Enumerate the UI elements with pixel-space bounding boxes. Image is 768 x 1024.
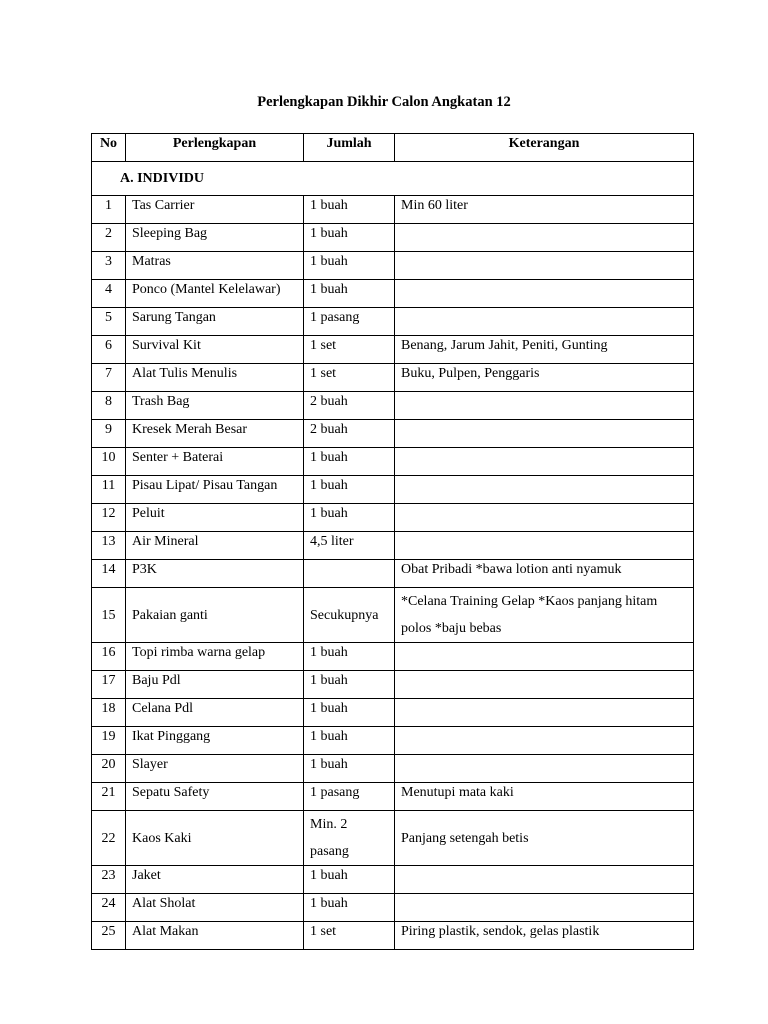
item-note [395,448,694,476]
item-quantity: 4,5 liter [304,532,395,560]
header-note: Keterangan [395,134,694,162]
item-note [395,671,694,699]
item-note [395,755,694,783]
item-quantity: 2 buah [304,420,395,448]
item-name: Sepatu Safety [126,783,304,811]
item-quantity: 2 buah [304,392,395,420]
table-row [92,252,694,280]
table-row [92,588,694,643]
item-note: Menutupi mata kaki [395,783,694,811]
item-name: Senter + Baterai [126,448,304,476]
row-number: 5 [92,308,126,336]
item-name: Ikat Pinggang [126,727,304,755]
item-quantity: 1 buah [304,252,395,280]
row-number: 21 [92,783,126,811]
row-number: 25 [92,922,126,950]
item-quantity [304,560,395,588]
table-row [92,532,694,560]
item-quantity: 1 set [304,922,395,950]
section-label: A. INDIVIDU [92,162,694,196]
item-quantity: 1 buah [304,671,395,699]
item-note [395,224,694,252]
table-row [92,336,694,364]
table-row [92,699,694,727]
item-name: Peluit [126,504,304,532]
row-number: 1 [92,196,126,224]
item-name: Alat Sholat [126,894,304,922]
item-quantity: Secukupnya [304,588,395,643]
item-note [395,866,694,894]
item-quantity: 1 pasang [304,308,395,336]
table-row [92,364,694,392]
item-name: Slayer [126,755,304,783]
table-row [92,224,694,252]
row-number: 16 [92,643,126,671]
item-name: Baju Pdl [126,671,304,699]
item-quantity: 1 buah [304,727,395,755]
item-quantity: 1 buah [304,755,395,783]
item-quantity: 1 buah [304,643,395,671]
item-quantity: 1 buah [304,224,395,252]
item-name: Ponco (Mantel Kelelawar) [126,280,304,308]
table-row [92,392,694,420]
header-item: Perlengkapan [126,134,304,162]
item-note [395,699,694,727]
item-note [395,727,694,755]
row-number: 2 [92,224,126,252]
row-number: 8 [92,392,126,420]
table-row [92,308,694,336]
table-row [92,196,694,224]
item-name: Pisau Lipat/ Pisau Tangan [126,476,304,504]
table-row [92,504,694,532]
table-row [92,727,694,755]
item-name: Sleeping Bag [126,224,304,252]
item-note [395,252,694,280]
table-row [92,866,694,894]
header-no: No [92,134,126,162]
row-number: 14 [92,560,126,588]
row-number: 15 [92,588,126,643]
item-note: Panjang setengah betis [395,811,694,866]
item-name: Topi rimba warna gelap [126,643,304,671]
item-quantity: 1 set [304,336,395,364]
row-number: 13 [92,532,126,560]
header-qty: Jumlah [304,134,395,162]
table-row [92,783,694,811]
item-note: Min 60 liter [395,196,694,224]
item-name: Matras [126,252,304,280]
item-note [395,643,694,671]
item-note: Piring plastik, sendok, gelas plastik [395,922,694,950]
section-row [92,162,694,196]
item-name: Alat Tulis Menulis [126,364,304,392]
item-name: Jaket [126,866,304,894]
page-title: Perlengkapan Dikhir Calon Angkatan 12 [257,94,511,110]
item-quantity: 1 buah [304,476,395,504]
row-number: 6 [92,336,126,364]
table-row [92,811,694,866]
row-number: 7 [92,364,126,392]
row-number: 23 [92,866,126,894]
item-name: Kaos Kaki [126,811,304,866]
row-number: 10 [92,448,126,476]
item-note [395,504,694,532]
item-note [395,532,694,560]
item-quantity: 1 buah [304,280,395,308]
table-row [92,671,694,699]
table-row [92,560,694,588]
row-number: 17 [92,671,126,699]
table-row [92,755,694,783]
item-quantity: 1 buah [304,894,395,922]
item-note: Obat Pribadi *bawa lotion anti nyamuk [395,560,694,588]
item-note [395,392,694,420]
item-quantity: 1 buah [304,504,395,532]
item-name: Celana Pdl [126,699,304,727]
item-quantity: 1 buah [304,699,395,727]
item-quantity: 1 buah [304,866,395,894]
table-row [92,448,694,476]
item-name: Alat Makan [126,922,304,950]
table-row [92,894,694,922]
item-note [395,894,694,922]
row-number: 9 [92,420,126,448]
item-name: Survival Kit [126,336,304,364]
table-row [92,922,694,950]
item-quantity: 1 buah [304,196,395,224]
item-quantity: Min. 2 pasang [304,811,395,866]
table-body [92,162,694,950]
item-note [395,476,694,504]
item-note: *Celana Training Gelap *Kaos panjang hitam polos *baju bebas [395,588,694,643]
row-number: 11 [92,476,126,504]
row-number: 20 [92,755,126,783]
item-name: Pakaian ganti [126,588,304,643]
header-row [92,134,694,162]
item-name: Sarung Tangan [126,308,304,336]
item-name: Air Mineral [126,532,304,560]
table-row [92,643,694,671]
item-name: Trash Bag [126,392,304,420]
table-row [92,420,694,448]
item-note: Benang, Jarum Jahit, Peniti, Gunting [395,336,694,364]
row-number: 3 [92,252,126,280]
row-number: 19 [92,727,126,755]
table-row [92,280,694,308]
item-quantity: 1 buah [304,448,395,476]
item-name: P3K [126,560,304,588]
row-number: 18 [92,699,126,727]
row-number: 12 [92,504,126,532]
row-number: 4 [92,280,126,308]
row-number: 22 [92,811,126,866]
item-note [395,280,694,308]
table-row [92,476,694,504]
item-quantity: 1 set [304,364,395,392]
item-name: Kresek Merah Besar [126,420,304,448]
item-quantity: 1 pasang [304,783,395,811]
item-name: Tas Carrier [126,196,304,224]
item-note: Buku, Pulpen, Penggaris [395,364,694,392]
item-note [395,420,694,448]
equipment-table [91,133,694,950]
item-note [395,308,694,336]
row-number: 24 [92,894,126,922]
